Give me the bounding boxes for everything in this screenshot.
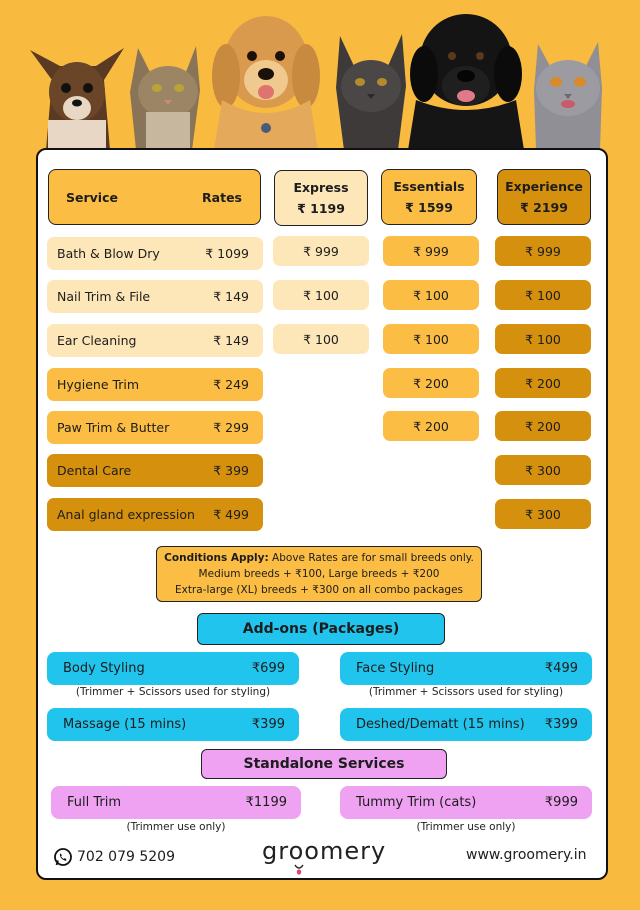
- conditions-line-1: [157, 550, 481, 566]
- tabby-cat-image: [130, 46, 200, 150]
- conditions-line-2: Medium breeds + ₹100, Large breeds + ₹200: [198, 568, 440, 580]
- service-rate: ₹ 149: [213, 289, 249, 304]
- express-price-cell: ₹ 999: [273, 236, 369, 266]
- conditions-line-3: Extra-large (XL) breeds + ₹300 on all combo packages: [174, 584, 464, 596]
- experience-price-cell: ₹ 999: [495, 236, 591, 266]
- chihuahua-image: [30, 48, 124, 150]
- grey-cat-image: [336, 34, 406, 150]
- addon-name: Body Styling: [63, 661, 145, 676]
- addon-note: (Trimmer + Scissors used for styling): [75, 686, 271, 698]
- service-rate: ₹ 399: [213, 463, 249, 478]
- standalone-note: (Trimmer use only): [126, 821, 226, 833]
- standalone-title: Standalone Services: [201, 749, 447, 779]
- service-name: Nail Trim & File: [57, 289, 151, 304]
- plan-express-header: [274, 170, 368, 226]
- service-rates-header: [48, 169, 261, 225]
- conditions-box: [156, 546, 482, 602]
- essentials-price-cell: ₹ 200: [383, 411, 479, 441]
- rates-header-label: Rates: [202, 189, 242, 205]
- standalone-price: ₹999: [544, 795, 578, 810]
- express-price-cell: ₹ 100: [273, 280, 369, 310]
- addons-title: Add-ons (Packages): [197, 613, 445, 645]
- essentials-price-cell: ₹ 100: [383, 324, 479, 354]
- experience-price-cell: ₹ 200: [495, 411, 591, 441]
- plan-essentials-header: [381, 169, 477, 225]
- plan-experience-header: [497, 169, 591, 225]
- plan-name: Express: [293, 180, 349, 195]
- plan-name: Essentials: [393, 179, 465, 194]
- addon-name: Face Styling: [356, 661, 435, 676]
- addon-deshed-dematt: [340, 708, 592, 741]
- service-row: [47, 411, 263, 444]
- experience-price-cell: ₹ 200: [495, 368, 591, 398]
- plan-price: ₹ 2199: [520, 200, 568, 215]
- addon-price: ₹499: [544, 661, 578, 676]
- addon-note: (Trimmer + Scissors used for styling): [368, 686, 564, 698]
- conditions-text: Above Rates are for small breeds only.: [272, 552, 474, 564]
- website-link[interactable]: www.groomery.in: [466, 847, 587, 863]
- service-rate: ₹ 149: [213, 333, 249, 348]
- addon-body-styling: [47, 652, 299, 685]
- service-rate: ₹ 249: [213, 377, 249, 392]
- experience-price-cell: ₹ 300: [495, 499, 591, 529]
- whatsapp-icon: [53, 847, 73, 867]
- service-row: [47, 498, 263, 531]
- plan-price: ₹ 1199: [297, 201, 345, 216]
- service-row: [47, 324, 263, 357]
- service-name: Anal gland expression: [57, 507, 195, 522]
- golden-retriever-image: [212, 16, 320, 150]
- addon-name: Massage (15 mins): [63, 717, 187, 732]
- standalone-note: (Trimmer use only): [416, 821, 516, 833]
- addon-price: ₹399: [544, 717, 578, 732]
- standalone-name: Full Trim: [67, 795, 122, 810]
- dog-nose-icon: [293, 863, 305, 875]
- plan-price: ₹ 1599: [405, 200, 453, 215]
- service-rate: ₹ 299: [213, 420, 249, 435]
- addon-massage: [47, 708, 299, 741]
- service-rate: ₹ 499: [213, 507, 249, 522]
- service-name: Paw Trim & Butter: [57, 420, 170, 435]
- experience-price-cell: ₹ 100: [495, 324, 591, 354]
- black-labrador-image: [408, 14, 524, 150]
- experience-price-cell: ₹ 300: [495, 455, 591, 485]
- pets-banner: [0, 0, 640, 150]
- standalone-tummy-trim: [340, 786, 592, 819]
- service-row: [47, 368, 263, 401]
- essentials-price-cell: ₹ 200: [383, 368, 479, 398]
- service-name: Hygiene Trim: [57, 377, 140, 392]
- addon-name: Deshed/Dematt (15 mins): [356, 717, 525, 732]
- addon-price: ₹699: [251, 661, 285, 676]
- service-rate: ₹ 1099: [205, 246, 249, 261]
- standalone-name: Tummy Trim (cats): [356, 795, 477, 810]
- groomery-logo: groomery: [262, 837, 387, 865]
- conditions-label: Conditions Apply:: [164, 552, 269, 564]
- essentials-price-cell: ₹ 100: [383, 280, 479, 310]
- experience-price-cell: ₹ 100: [495, 280, 591, 310]
- standalone-full-trim: [51, 786, 301, 819]
- service-name: Dental Care: [57, 463, 132, 478]
- plan-name: Experience: [505, 179, 583, 194]
- addon-price: ₹399: [251, 717, 285, 732]
- addon-face-styling: [340, 652, 592, 685]
- essentials-price-cell: ₹ 999: [383, 236, 479, 266]
- service-name: Bath & Blow Dry: [57, 246, 160, 261]
- standalone-price: ₹1199: [245, 795, 287, 810]
- service-row: [47, 237, 263, 270]
- service-name: Ear Cleaning: [57, 333, 137, 348]
- service-row: [47, 454, 263, 487]
- price-card: [36, 148, 608, 880]
- british-shorthair-cat-image: [534, 42, 602, 150]
- phone-number: 702 079 5209: [77, 849, 175, 865]
- service-header-label: Service: [66, 189, 118, 205]
- express-price-cell: ₹ 100: [273, 324, 369, 354]
- footer-phone[interactable]: [53, 847, 175, 867]
- service-row: [47, 280, 263, 313]
